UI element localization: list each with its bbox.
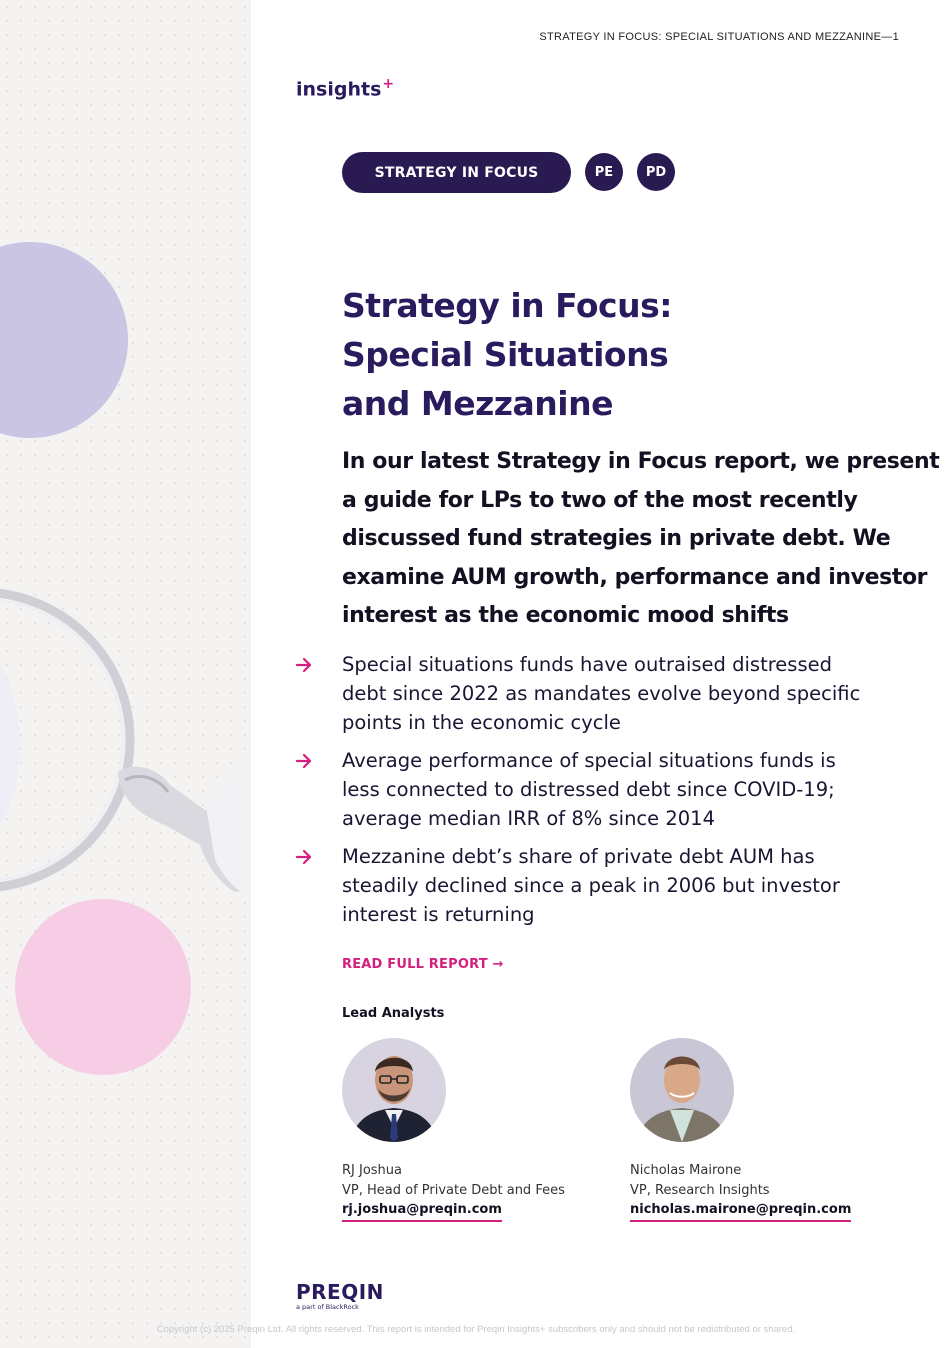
copyright-notice: Copyright (c) 2025 Preqin Ltd. All rights reserved. This report is intended for Preqin Insights+ subscribers only and should not be redistributed or shared. (156, 1324, 796, 1335)
intro-line: examine AUM growth, performance and investor (342, 564, 928, 590)
bullet-line: steadily declined since a peak in 2006 but investor (342, 874, 840, 897)
decorative-side-panel (0, 0, 251, 1348)
preqin-tagline: a part of BlackRock (296, 1303, 359, 1311)
avatar (342, 1038, 446, 1142)
magnifying-glass-illustration (0, 592, 251, 895)
key-findings-list (294, 650, 904, 938)
avatar (630, 1038, 734, 1142)
preqin-logo: PREQIN (296, 1280, 384, 1304)
analyst-name: Nicholas Mairone (630, 1163, 742, 1178)
bullet-text (342, 746, 904, 833)
bullet-line: interest is returning (342, 903, 535, 926)
analyst-info (342, 1161, 622, 1222)
decorative-illustration (0, 0, 251, 1348)
bullet-line: less connected to distressed debt since COVID-19; (342, 778, 835, 801)
lavender-circle (0, 242, 128, 438)
bullet-line: Special situations funds have outraised distressed (342, 653, 832, 676)
analyst-photo (342, 1038, 446, 1142)
pe-badge: PE (585, 153, 623, 191)
bullet-line: debt since 2022 as mandates evolve beyond specific (342, 682, 861, 705)
bullet-line: Average performance of special situations funds is (342, 749, 836, 772)
intro-paragraph (342, 443, 940, 636)
title-line: Special Situations (342, 335, 669, 374)
bullet-line: Mezzanine debt’s share of private debt AUM has (342, 845, 815, 868)
title-line: Strategy in Focus: (342, 286, 672, 325)
analyst-name: RJ Joshua (342, 1163, 403, 1178)
list-item (294, 650, 904, 737)
insights-plus: + (382, 76, 395, 92)
intro-line: interest as the economic mood shifts (342, 603, 789, 628)
intro-line: a guide for LPs to two of the most recently (342, 487, 858, 513)
analyst-info (630, 1161, 910, 1222)
bullet-text (342, 842, 904, 929)
pink-circle (15, 899, 191, 1075)
strategy-in-focus-pill: STRATEGY IN FOCUS (342, 152, 571, 193)
page-title (342, 281, 902, 428)
insights-logo-text: insights (296, 78, 382, 101)
analyst-email-link[interactable]: nicholas.mairone@preqin.com (630, 1200, 851, 1222)
analyst-photo (630, 1038, 734, 1142)
pd-badge: PD (637, 153, 675, 191)
bullet-line: points in the economic cycle (342, 711, 621, 734)
analyst-role: VP, Head of Private Debt and Fees (342, 1182, 565, 1198)
analyst-email-link[interactable]: rj.joshua@preqin.com (342, 1200, 502, 1222)
arrow-right-icon (294, 847, 314, 867)
bullet-text (342, 650, 904, 737)
analyst-role: VP, Research Insights (630, 1182, 770, 1198)
title-line: and Mezzanine (342, 384, 613, 423)
list-item (294, 746, 904, 833)
lead-analysts-heading: Lead Analysts (342, 1006, 445, 1021)
list-item (294, 842, 904, 929)
running-header: STRATEGY IN FOCUS: SPECIAL SITUATIONS AND MEZZANINE—1 (539, 31, 899, 43)
read-full-report-link[interactable]: READ FULL REPORT → (342, 957, 504, 972)
arrow-right-icon (294, 655, 314, 675)
arrow-right-icon (294, 751, 314, 771)
analyst-card (630, 1038, 910, 1222)
insights-logo[interactable] (296, 76, 394, 100)
intro-line: In our latest Strategy in Focus report, we present (342, 449, 940, 474)
intro-line: discussed fund strategies in private debt. We (342, 526, 891, 551)
analyst-card (342, 1038, 622, 1222)
bullet-line: average median IRR of 8% since 2014 (342, 807, 715, 830)
